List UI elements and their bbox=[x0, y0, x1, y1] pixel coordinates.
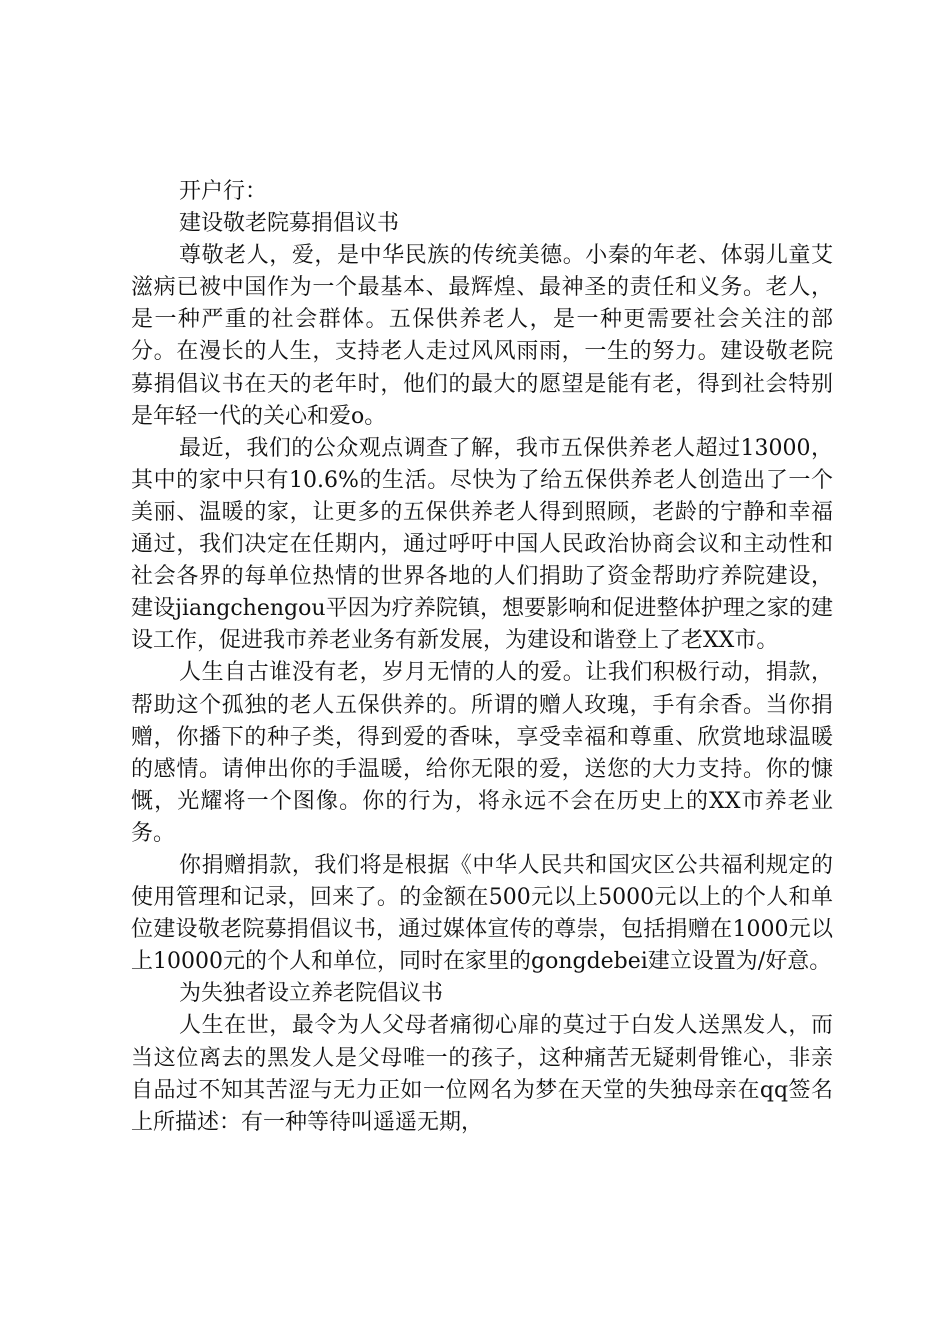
document-body bbox=[131, 176, 833, 1139]
paragraph: 你捐赠捐款，我们将是根据《中华人民共和国灾区公共福利规定的使用管理和记录，回来了。的金额在500元以上5000元以上的个人和单位建设敬老院募捐倡议书，通过媒体宣传的尊崇，包括捐赠在1000元以上10000元的个人和单位，同时在家里的gongdebei建立设置为/好意。 bbox=[131, 852, 833, 975]
paragraph: 最近，我们的公众观点调查了解，我市五保供养老人超过13000，其中的家中只有10.6%的生活。尽快为了给五保供养老人创造出了一个美丽、温暖的家，让更多的五保供养老人得到照顾，老龄的宁静和幸福通过，我们决定在任期内，通过呼吁中国人民政治协商会议和主动性和社会各界的每单位热情的世界各地的人们捐助了资金帮助疗养院建设，建设jiangchengou平因为疗养院镇，想要影响和促进整体护理之家的建设工作，促进我市养老业务有新发展，为建设和谐登上了老XX市。 bbox=[131, 435, 833, 654]
paragraph: 人生自古谁没有老，岁月无情的人的爱。让我们积极行动，捐款，帮助这个孤独的老人五保供养的。所谓的赠人玫瑰，手有余香。当你捐赠，你播下的种子类，得到爱的香味，享受幸福和尊重、欣赏地球温暖的感情。请伸出你的手温暖，给你无限的爱，送您的大力支持。你的慷慨，光耀将一个图像。你的行为，将永远不会在历史上的XX市养老业务。 bbox=[131, 660, 833, 846]
paragraph: 人生在世，最令为人父母者痛彻心扉的莫过于白发人送黑发人，而当这位离去的黑发人是父母唯一的孩子，这种痛苦无疑刺骨锥心，非亲自品过不知其苦涩与无力正如一位网名为梦在天堂的失独母亲在qq签名上所描述：有一种等待叫遥遥无期， bbox=[131, 1013, 833, 1135]
proposal-title-bereaved-parents: 为失独者设立养老院倡议书 bbox=[179, 981, 444, 1007]
bank-label: 开户行： bbox=[179, 179, 268, 204]
paragraph: 尊敬老人，爱，是中华民族的传统美德。小秦的年老、体弱儿童艾滋病已被中国作为一个最基本、最辉煌、最神圣的责任和义务。老人，是一种严重的社会群体。五保供养老人，是一种更需要社会关注的部分。在漫长的人生，支持老人走过风风雨雨，一生的努力。建设敬老院募捐倡议书在天的老年时，他们的最大的愿望是能有老，得到社会特别是年轻一代的关心和爱o。 bbox=[131, 243, 833, 429]
proposal-title-nursing-home: 建设敬老院募捐倡议书 bbox=[179, 211, 400, 237]
